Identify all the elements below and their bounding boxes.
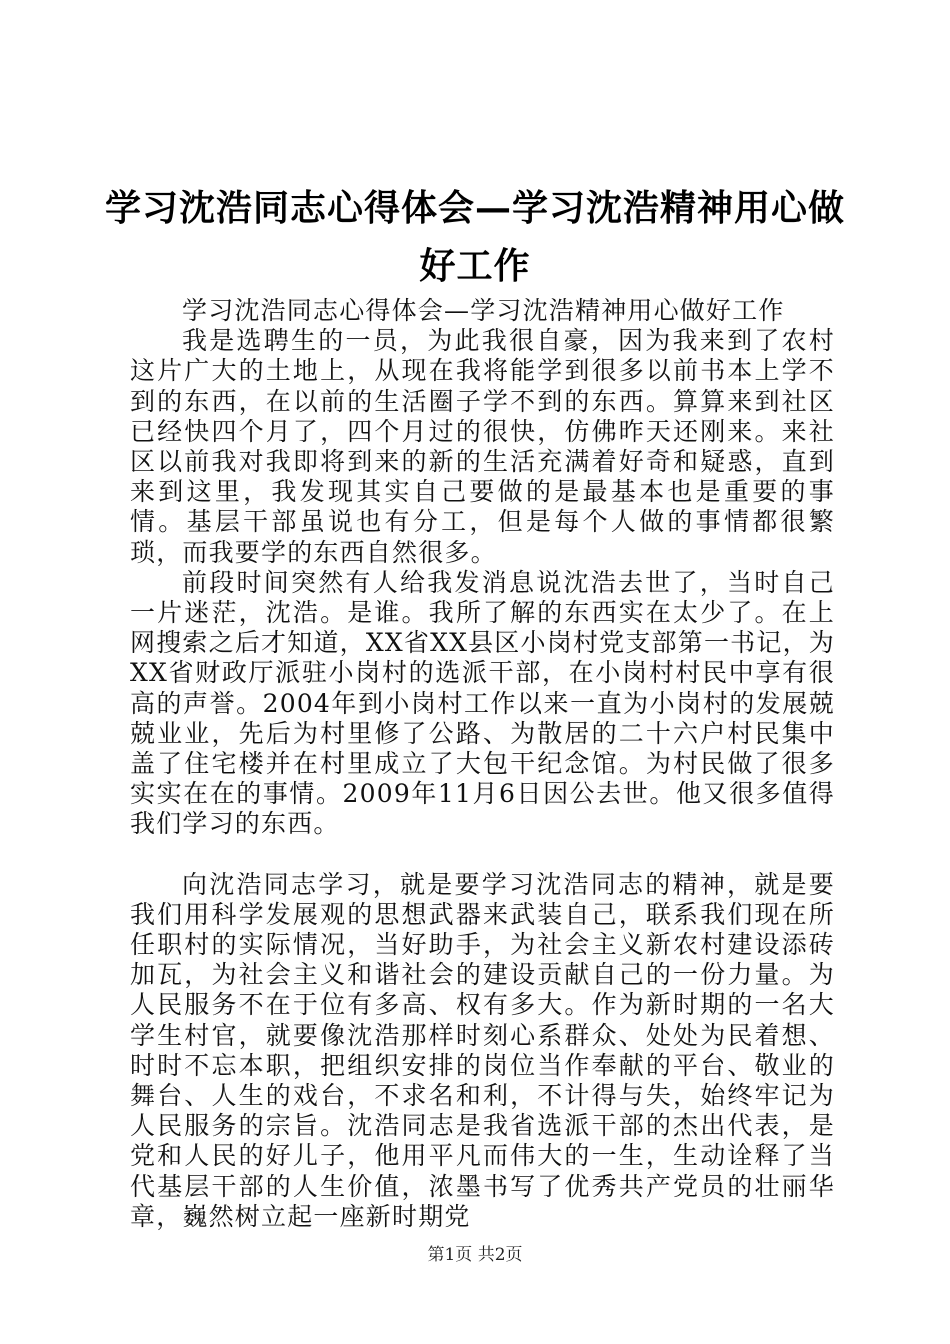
document-title-line-1: 学习沈浩同志心得体会—学习沈浩精神用心做	[104, 187, 845, 229]
paragraph: 我是选聘生的一员，为此我很自豪，因为我来到了农村这片广大的土地上，从现在我将能学到很多以前书本上学不到的东西，在以前的生活圈子学不到的东西。算算来到社区已经快四个月了，四个月过的很快，仿佛昨天还刚来。来社区以前我对我即将到来的新的生活充满着好奇和疑惑，直到来到这里，我发现其实自己要做的是最基本也是重要的事情。基层干部虽说也有分工，但是每个人做的事情都很繁琐，而我要学的东西自然很多。	[130, 326, 835, 567]
paragraph: 向沈浩同志学习，就是要学习沈浩同志的精神，就是要我们用科学发展观的思想武器来武装自己，联系我们现在所任职村的实际情况，当好助手，为社会主义新农村建设添砖加瓦，为社会主义和谐社会的建设贡献自己的一份力量。为人民服务不在于位有多高、权有多大。作为新时期的一名大学生村官，就要像沈浩那样时刻心系群众、处处为民着想、时时不忘本职，把组织安排的岗位当作奉献的平台、敬业的舞台、人生的戏台，不求名和利，不计得与失，始终牢记为人民服务的宗旨。沈浩同志是我省选派干部的杰出代表，是党和人民的好儿子，他用平凡而伟大的一生，生动诠释了当代基层干部的人生价值，浓墨书写了优秀共产党员的壮丽华章，巍然树立起一座新时期党	[130, 869, 835, 1231]
document-title-line-2: 好工作	[419, 245, 531, 287]
document-body	[130, 296, 835, 1232]
paragraph: 前段时间突然有人给我发消息说沈浩去世了，当时自己一片迷茫，沈浩。是谁。我所了解的东西实在太少了。在上网搜索之后才知道，XX省XX县区小岗村党支部第一书记，为XX省财政厅派驻小岗村的选派干部，在小岗村村民中享有很高的声誉。2004年到小岗村工作以来一直为小岗村的发展兢兢业业，先后为村里修了公路、为散居的二十六户村民集中盖了住宅楼并在村里成立了大包干纪念馆。为村民做了很多实实在在的事情。2009年11月6日因公去世。他又很多值得我们学习的东西。	[130, 567, 835, 839]
paragraph-subtitle: 学习沈浩同志心得体会—学习沈浩精神用心做好工作	[182, 296, 785, 325]
page-number-footer: 第1页 共2页	[427, 1245, 523, 1265]
